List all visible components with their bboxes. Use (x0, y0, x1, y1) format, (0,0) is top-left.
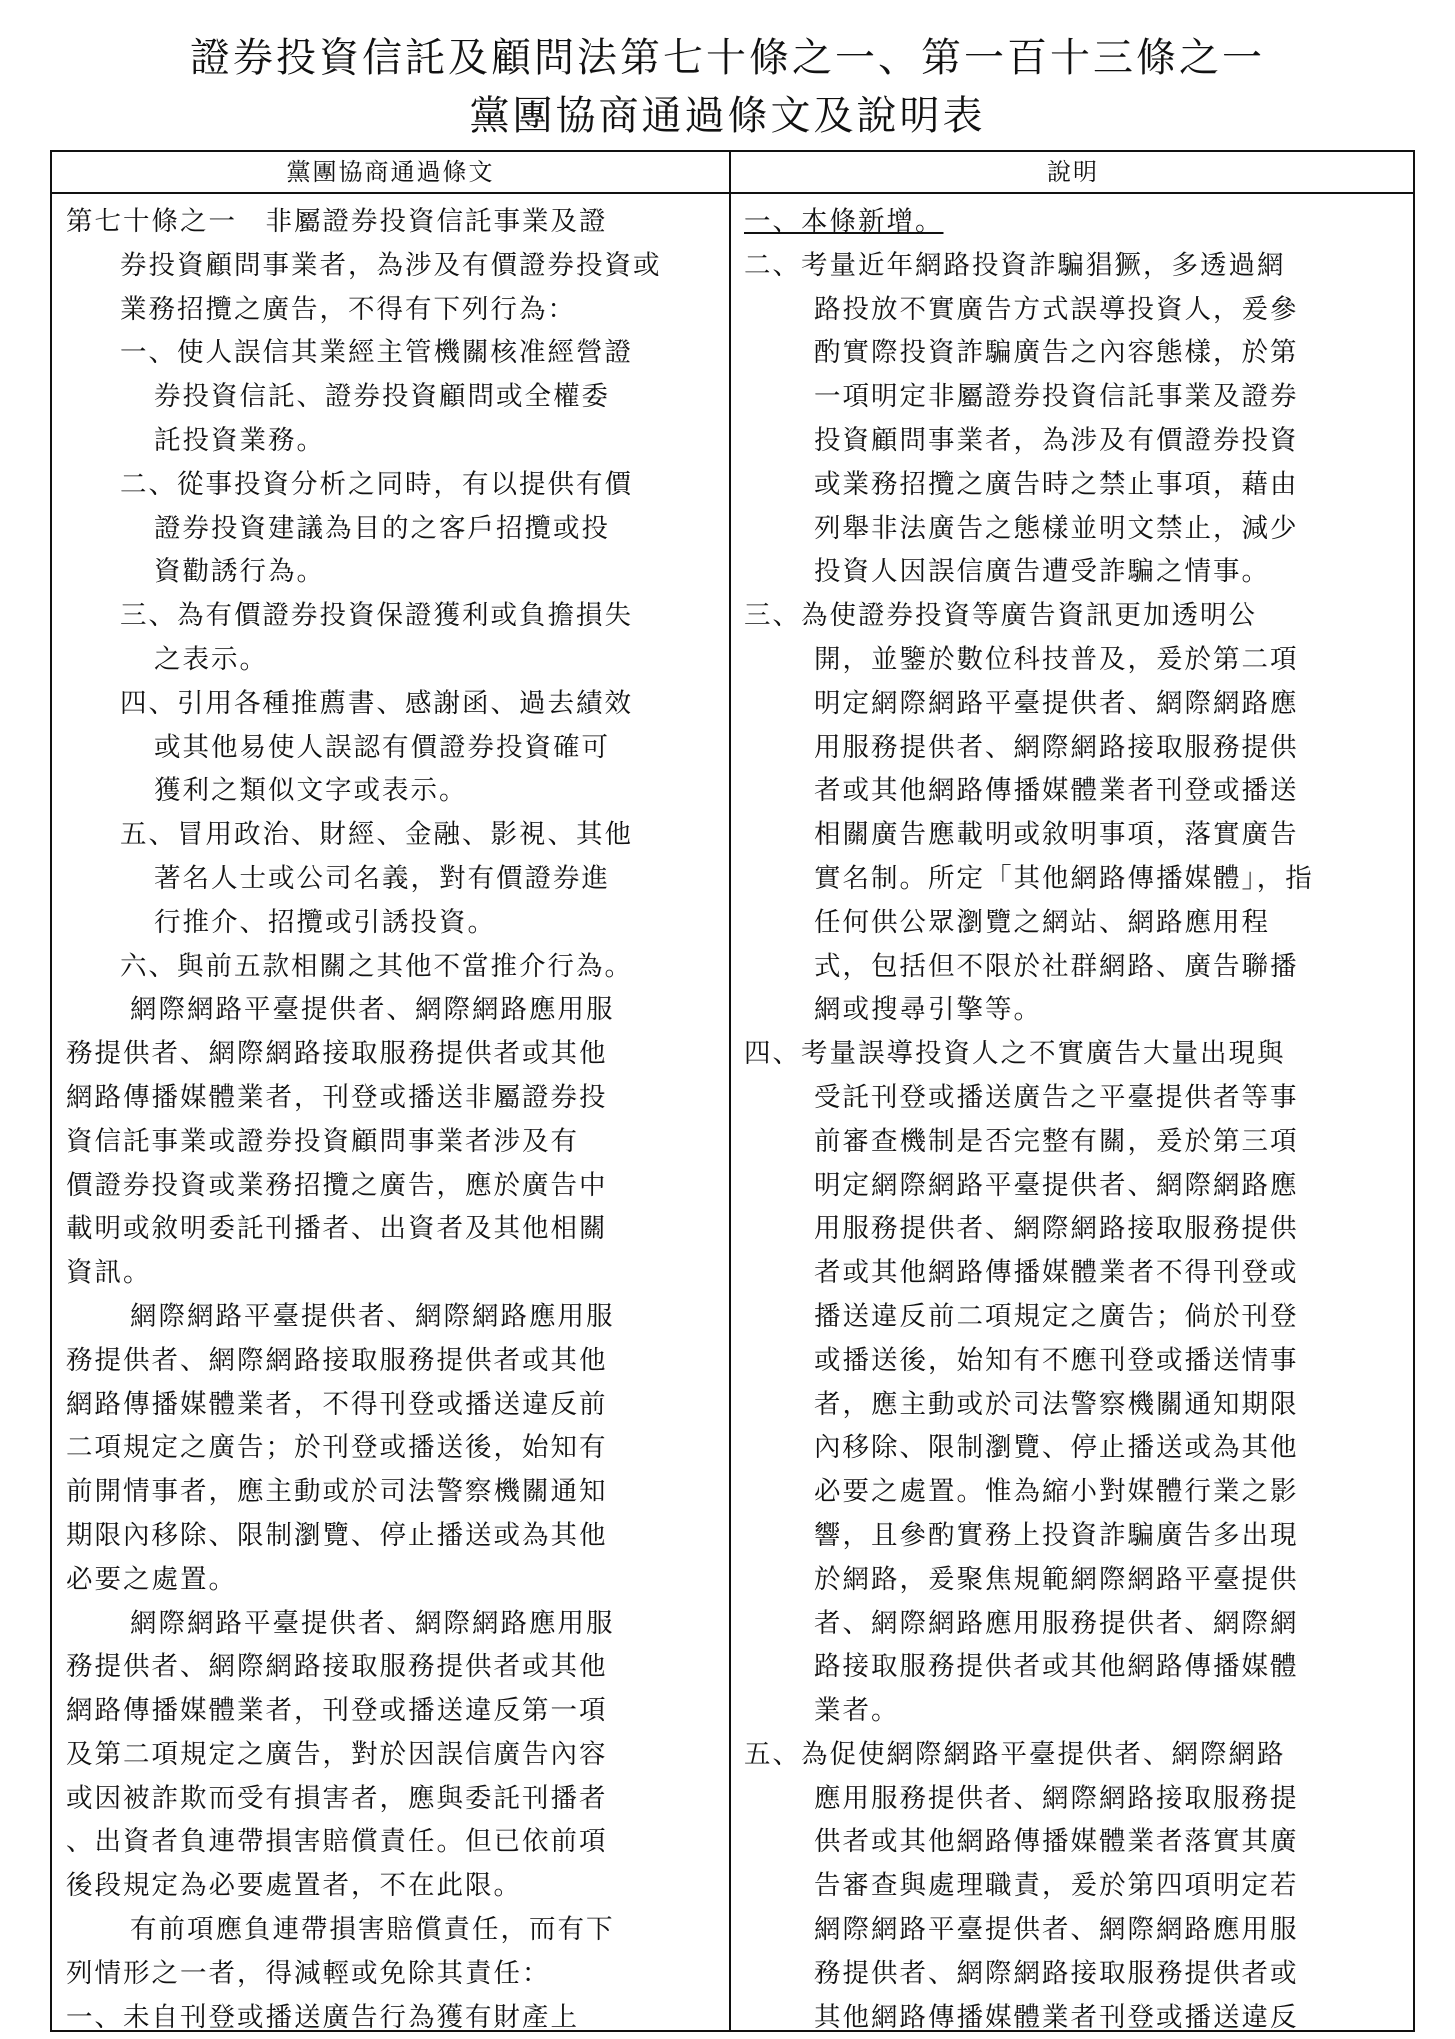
provision-line: 託投資業務。 (154, 424, 325, 456)
provision-line: 四、引用各種推薦書、感謝函、過去績效 (120, 687, 633, 719)
provision-line: 務提供者、網際網路接取服務提供者或其他 (66, 1651, 608, 1683)
explanation-line: 明定網際網路平臺提供者、網際網路應 (814, 687, 1299, 719)
provision-line: 及第二項規定之廣告，對於因誤信廣告內容 (66, 1738, 608, 1770)
provision-line: 券投資信託、證券投資顧問或全權委 (154, 381, 610, 413)
provision-line: 業務招攬之廣告，不得有下列行為： (120, 293, 576, 325)
provision-line: 一、未自刊登或播送廣告行為獲有財產上 (66, 2001, 579, 2033)
document-title-line-1: 證券投資信託及顧問法第七十條之一、第一百十三條之一 (190, 35, 1265, 81)
explanation-line: 者、網際網路應用服務提供者、網際網 (814, 1607, 1299, 1639)
provision-line: 資勸誘行為。 (154, 556, 325, 588)
explanation-line: 者，應主動或於司法警察機關通知期限 (814, 1388, 1299, 1420)
explanation-line: 相關廣告應載明或敘明事項，落實廣告 (814, 819, 1299, 851)
provision-line: 網際網路平臺提供者、網際網路應用服 (130, 1607, 615, 1639)
provision-line: 資訊。 (66, 1257, 152, 1289)
provision-line: 有前項應負連帶損害賠償責任，而有下 (130, 1914, 615, 1946)
explanation-line: 一、本條新增。 (744, 206, 944, 237)
explanation-line: 酌實際投資詐騙廣告之內容態樣，於第 (814, 337, 1299, 369)
provision-line: 網路傳播媒體業者，刊登或播送非屬證券投 (66, 1081, 608, 1113)
explanation-line: 告審查與處理職責，爰於第四項明定若 (814, 1870, 1299, 1902)
provision-line: 之表示。 (154, 643, 268, 675)
explanation-line: 或業務招攬之廣告時之禁止事項，藉由 (814, 468, 1299, 500)
explanation-line: 四、考量誤導投資人之不實廣告大量出現與 (744, 1038, 1286, 1070)
explanation-line: 投資人因誤信廣告遭受詐騙之情事。 (814, 556, 1270, 588)
header-divider (52, 192, 1413, 194)
explanation-line: 路接取服務提供者或其他網路傳播媒體 (814, 1651, 1299, 1683)
explanation-line: 務提供者、網際網路接取服務提供者或 (814, 1957, 1299, 1989)
provision-line: 前開情事者，應主動或於司法警察機關通知 (66, 1476, 608, 1508)
provision-line: 、出資者負連帶損害賠償責任。但已依前項 (66, 1826, 608, 1858)
provision-line: 三、為有價證券投資保證獲利或負擔損失 (120, 600, 633, 632)
provision-line: 資信託事業或證券投資顧問事業者涉及有 (66, 1125, 579, 1157)
explanation-line: 投資顧問事業者，為涉及有價證券投資 (814, 424, 1299, 456)
provision-line: 期限內移除、限制瀏覽、停止播送或為其他 (66, 1519, 608, 1551)
explanation-line: 明定網際網路平臺提供者、網際網路應 (814, 1169, 1299, 1201)
explanation-column (744, 200, 1404, 2039)
explanation-line: 三、為使證券投資等廣告資訊更加透明公 (744, 600, 1257, 632)
provision-line: 網路傳播媒體業者，刊登或播送違反第一項 (66, 1695, 608, 1727)
document-title-line-2: 黨團協商通過條文及說明表 (469, 93, 986, 139)
explanation-line: 業者。 (814, 1695, 900, 1727)
explanation-line: 受託刊登或播送廣告之平臺提供者等事 (814, 1081, 1299, 1113)
header-provisions: 黨團協商通過條文 (286, 158, 495, 186)
provision-line: 第七十條之一 非屬證券投資信託事業及證 (66, 206, 608, 237)
provision-line: 二、從事投資分析之同時，有以提供有價 (120, 468, 633, 500)
provision-line: 後段規定為必要處置者，不在此限。 (66, 1870, 522, 1902)
comparison-table (50, 150, 1415, 2032)
provision-line: 行推介、招攬或引誘投資。 (154, 906, 496, 938)
column-divider (729, 152, 731, 2030)
explanation-line: 者或其他網路傳播媒體業者不得刊登或 (814, 1257, 1299, 1289)
provision-line: 務提供者、網際網路接取服務提供者或其他 (66, 1038, 608, 1070)
provision-line: 必要之處置。 (66, 1563, 237, 1595)
provision-line: 或其他易使人誤認有價證券投資確可 (154, 731, 610, 763)
provision-line: 務提供者、網際網路接取服務提供者或其他 (66, 1344, 608, 1376)
provision-line: 網際網路平臺提供者、網際網路應用服 (130, 994, 615, 1026)
provision-line: 獲利之類似文字或表示。 (154, 775, 468, 807)
explanation-line: 必要之處置。惟為縮小對媒體行業之影 (814, 1476, 1299, 1508)
provision-line: 載明或敘明委託刊播者、出資者及其他相關 (66, 1213, 608, 1245)
provisions-column (66, 200, 721, 2039)
explanation-line: 響，且參酌實務上投資詐騙廣告多出現 (814, 1519, 1299, 1551)
explanation-line: 於網路，爰聚焦規範網際網路平臺提供 (814, 1563, 1299, 1595)
explanation-line: 播送違反前二項規定之廣告；倘於刊登 (814, 1300, 1299, 1332)
explanation-line: 五、為促使網際網路平臺提供者、網際網路 (744, 1738, 1286, 1770)
explanation-line: 內移除、限制瀏覽、停止播送或為其他 (814, 1432, 1299, 1464)
provision-line: 二項規定之廣告；於刊登或播送後，始知有 (66, 1432, 608, 1464)
explanation-line: 應用服務提供者、網際網路接取服務提 (814, 1782, 1299, 1814)
explanation-line: 二、考量近年網路投資詐騙猖獗，多透過網 (744, 249, 1286, 281)
explanation-line: 其他網路傳播媒體業者刊登或播送違反 (814, 2001, 1299, 2033)
explanation-line: 或播送後，始知有不應刊登或播送情事 (814, 1344, 1299, 1376)
explanation-line: 網或搜尋引擎等。 (814, 994, 1042, 1026)
explanation-line: 用服務提供者、網際網路接取服務提供 (814, 1213, 1299, 1245)
provision-line: 網路傳播媒體業者，不得刊登或播送違反前 (66, 1388, 608, 1420)
provision-line: 一、使人誤信其業經主管機關核准經營證 (120, 337, 633, 369)
provision-line: 價證券投資或業務招攬之廣告，應於廣告中 (66, 1169, 608, 1201)
explanation-line: 者或其他網路傳播媒體業者刊登或播送 (814, 775, 1299, 807)
provision-line: 著名人士或公司名義，對有價證券進 (154, 862, 610, 894)
explanation-line: 前審查機制是否完整有關，爰於第三項 (814, 1125, 1299, 1157)
provision-line: 或因被詐欺而受有損害者，應與委託刊播者 (66, 1782, 608, 1814)
explanation-line: 任何供公眾瀏覽之網站、網路應用程 (814, 906, 1270, 938)
explanation-line: 路投放不實廣告方式誤導投資人，爰參 (814, 293, 1299, 325)
header-explanation: 說明 (1047, 158, 1099, 186)
provision-line: 網際網路平臺提供者、網際網路應用服 (130, 1300, 615, 1332)
explanation-line: 開，並鑒於數位科技普及，爰於第二項 (814, 643, 1299, 675)
explanation-line: 用服務提供者、網際網路接取服務提供 (814, 731, 1299, 763)
provision-line: 列情形之一者，得減輕或免除其責任： (66, 1957, 551, 1989)
provision-line: 六、與前五款相關之其他不當推介行為。 (120, 950, 633, 982)
explanation-line: 網際網路平臺提供者、網際網路應用服 (814, 1914, 1299, 1946)
explanation-line: 供者或其他網路傳播媒體業者落實其廣 (814, 1826, 1299, 1858)
explanation-line: 式，包括但不限於社群網路、廣告聯播 (814, 950, 1299, 982)
provision-line: 證券投資建議為目的之客戶招攬或投 (154, 512, 610, 544)
explanation-line: 一項明定非屬證券投資信託事業及證券 (814, 381, 1299, 413)
explanation-line: 列舉非法廣告之態樣並明文禁止，減少 (814, 512, 1299, 544)
provision-line: 券投資顧問事業者，為涉及有價證券投資或 (120, 249, 662, 281)
provision-line: 五、冒用政治、財經、金融、影視、其他 (120, 819, 633, 851)
explanation-line: 實名制。所定「其他網路傳播媒體」，指 (814, 862, 1314, 894)
